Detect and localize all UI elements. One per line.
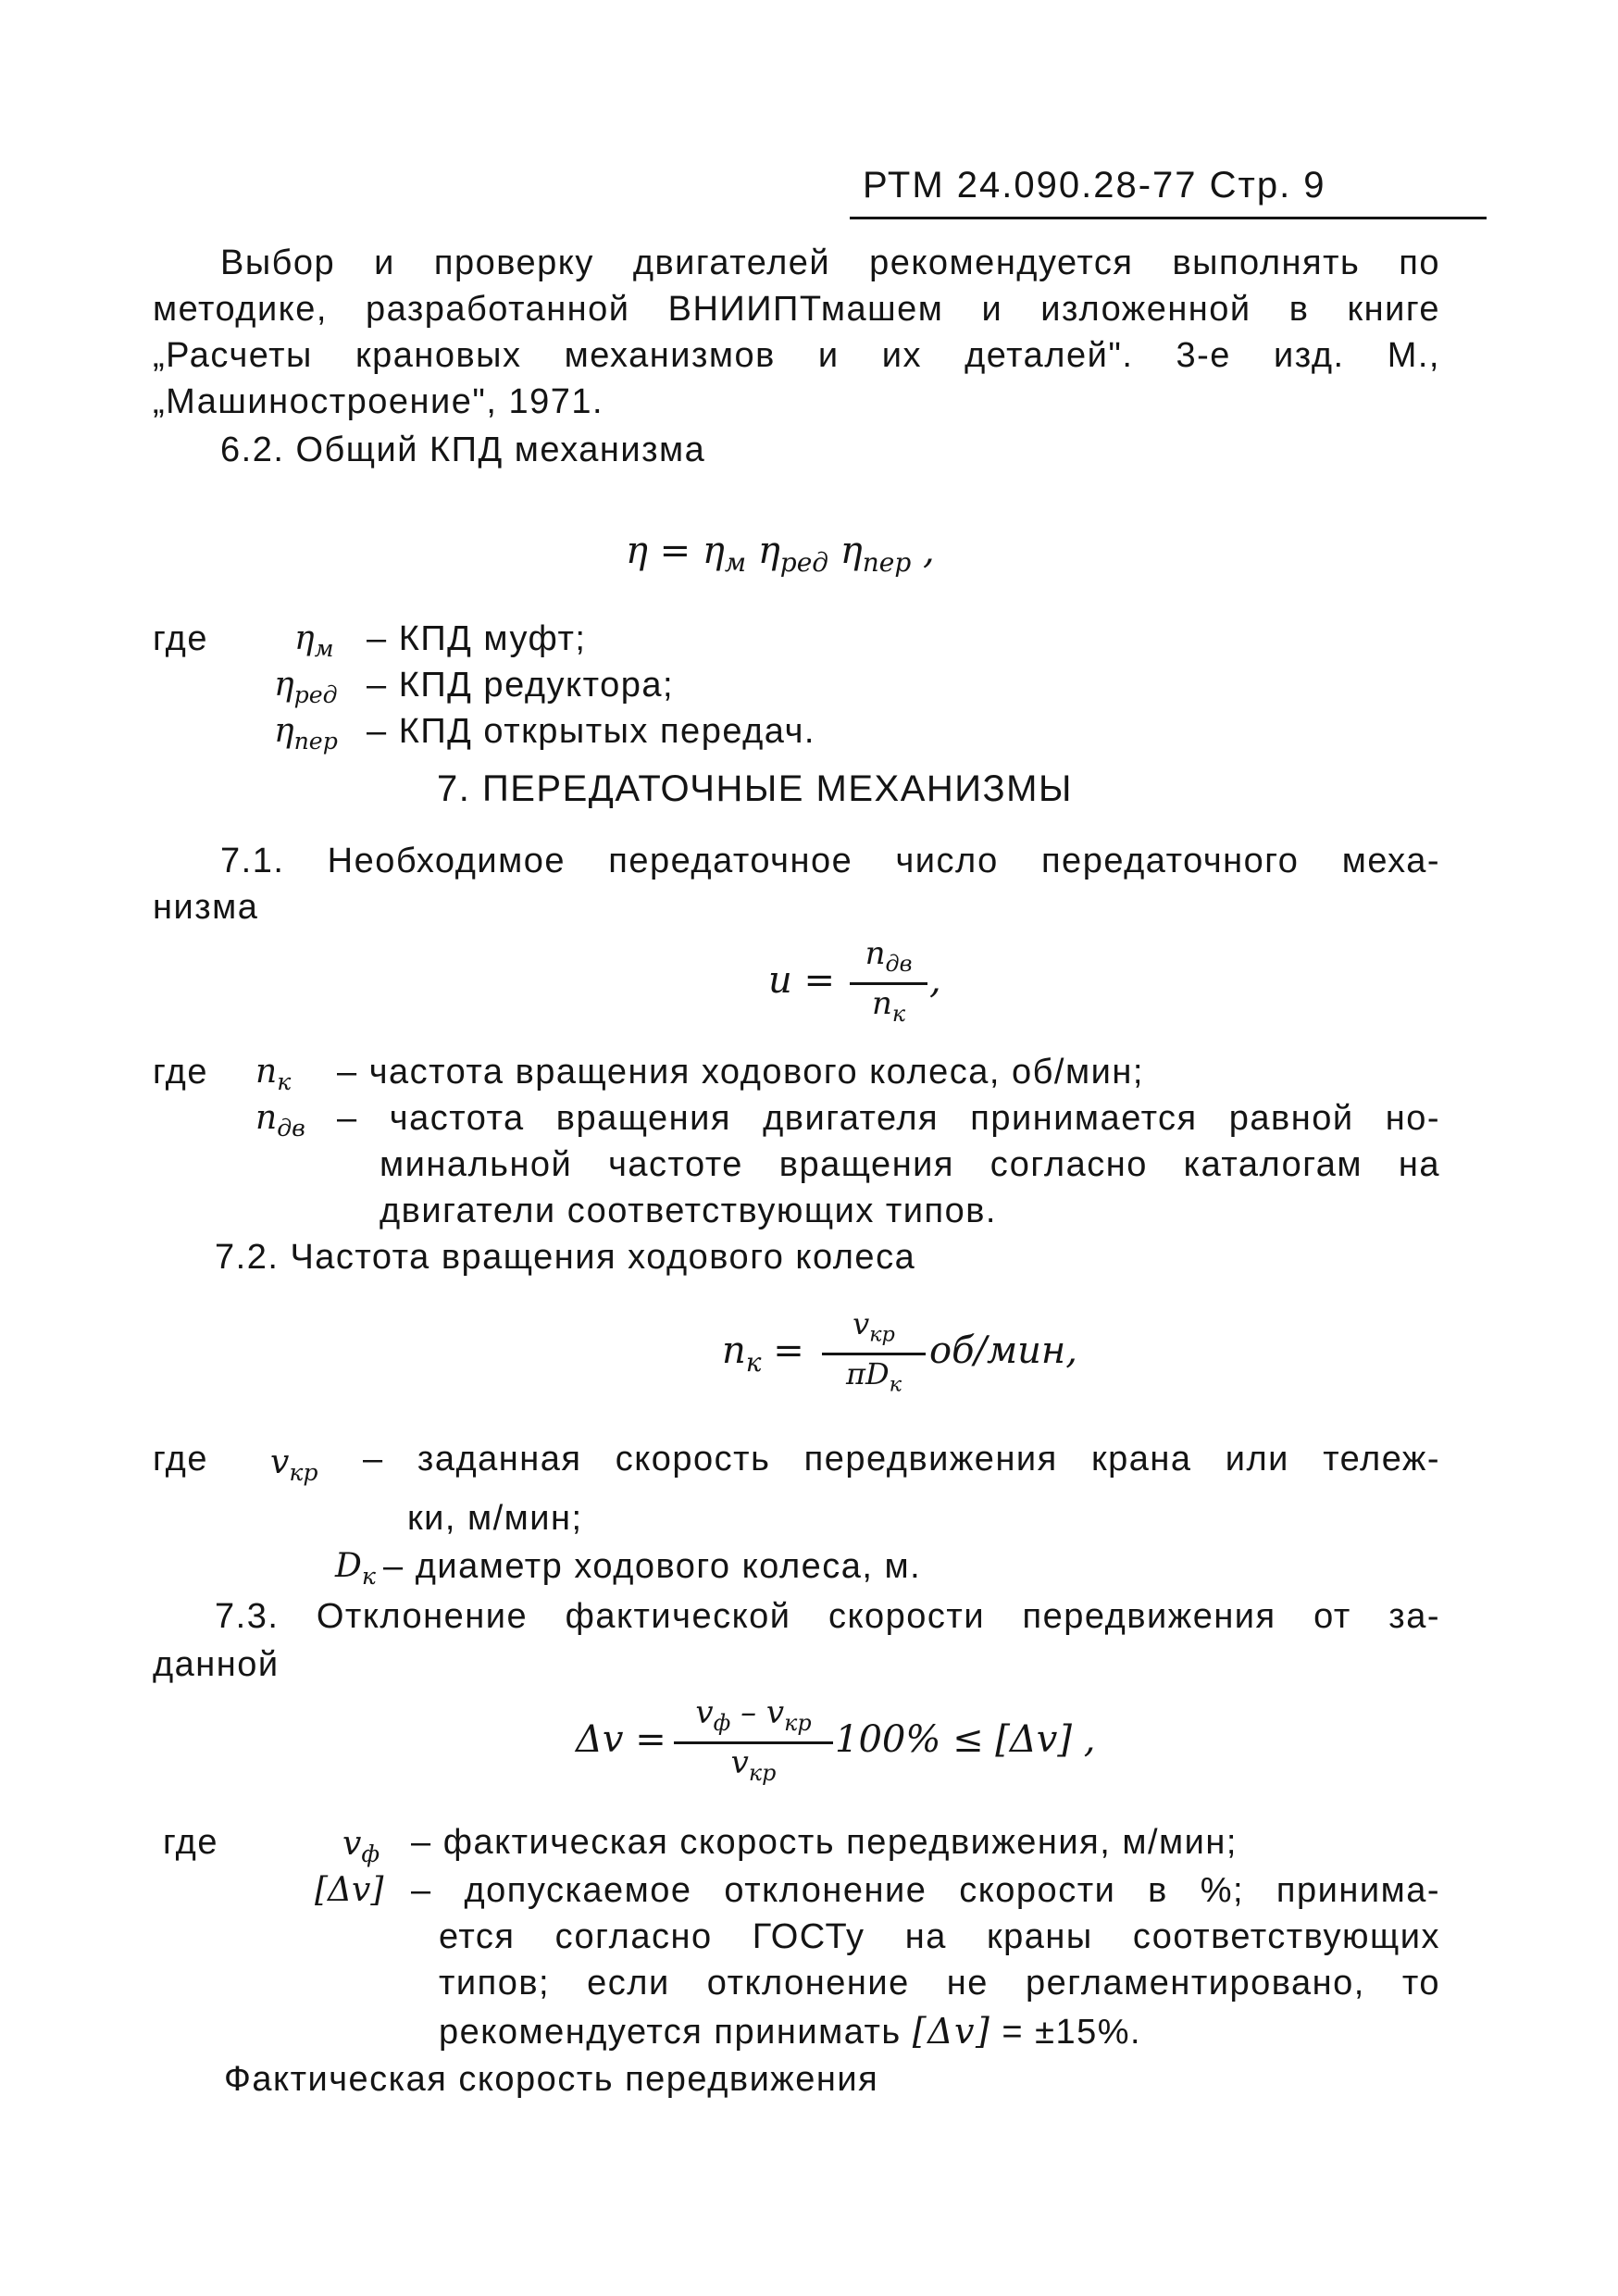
def-delta-v-line-3: типов; если отклонение не регламентировано, то bbox=[439, 1964, 1440, 2003]
s7-1-line-2: низма bbox=[153, 888, 259, 927]
def-eta-red: – КПД редуктора; bbox=[367, 666, 675, 705]
def-eta-m: – КПД муфт; bbox=[367, 619, 587, 658]
speed-formula-lhs: $n_к$ = bbox=[722, 1329, 804, 1378]
symbol-eta-red: $\eta_{ред}$ bbox=[274, 666, 338, 709]
efficiency-formula: $\eta = \eta_м$ $\eta_{ред}$ $\eta_{пер}$ , bbox=[626, 530, 935, 578]
symbol-v-kr: $v_{кр}$ bbox=[270, 1443, 318, 1487]
symbol-eta-m: $\eta_м$ bbox=[294, 619, 334, 663]
deviation-formula-rest: 100% ≤ [Δv] , bbox=[835, 1718, 1096, 1761]
symbol-n-k: $n_к$ bbox=[255, 1053, 292, 1096]
formula-lhs: η = bbox=[626, 530, 703, 572]
s7-3-line-2: данной bbox=[153, 1645, 280, 1684]
ratio-fraction: $n_{дв}$ $n_к$ bbox=[850, 935, 927, 1032]
speed-formula-unit: об/мин, bbox=[929, 1329, 1077, 1372]
symbol-n-dv: $n_{дв}$ bbox=[255, 1099, 305, 1142]
def-v-f: – фактическая скорость передвижения, м/мин; bbox=[411, 1823, 1238, 1862]
intro-line-2: методике, разработанной ВНИИПТмашем и изложенной в книге bbox=[153, 290, 1440, 329]
symbol-eta-per: $\eta_{пер}$ bbox=[274, 712, 338, 755]
where-label: где bbox=[153, 1440, 208, 1479]
def-delta-v-line-2: ется согласно ГОСТу на краны соответствующих bbox=[439, 1917, 1440, 1956]
header-rule bbox=[850, 217, 1487, 219]
where-label: где bbox=[153, 1053, 208, 1092]
closing-line: Фактическая скорость передвижения bbox=[224, 2060, 879, 2099]
where-label: где bbox=[163, 1823, 218, 1862]
deviation-fraction: $v_ф - v_{кр}$ $v_{кр}$ bbox=[674, 1694, 833, 1791]
deviation-formula-lhs: Δv = bbox=[576, 1718, 666, 1761]
def-d-k: – диаметр ходового колеса, м. bbox=[383, 1547, 922, 1586]
def-n-k: – частота вращения ходового колеса, об/мин; bbox=[337, 1053, 1144, 1092]
symbol-v-f: $v_ф$ bbox=[342, 1825, 380, 1868]
symbol-delta-v: [Δv] bbox=[315, 1871, 384, 1909]
page-header: РТМ 24.090.28-77 Стр. 9 bbox=[863, 165, 1326, 206]
ratio-formula-lhs: u = bbox=[768, 959, 835, 1002]
s7-1-line-1: 7.1. Необходимое передаточное число передаточного меха- bbox=[220, 842, 1440, 880]
def-v-kr-line-2: ки, м/мин; bbox=[407, 1499, 583, 1538]
intro-line-4: „Машиностроение", 1971. bbox=[153, 382, 604, 421]
def-delta-v-line-1: – допускаемое отклонение скорости в %; принима- bbox=[411, 1871, 1440, 1910]
def-n-dv-line-1: – частота вращения двигателя принимается равной но- bbox=[337, 1099, 1440, 1138]
section-7-heading: 7. ПЕРЕДАТОЧНЫЕ МЕХАНИЗМЫ bbox=[437, 768, 1073, 809]
speed-fraction: $v_{кр}$ $\pi D_к$ bbox=[822, 1305, 926, 1404]
intro-line-3: „Расчеты крановых механизмов и их деталей". 3-е изд. М., bbox=[153, 336, 1440, 375]
s7-2-heading: 7.2. Частота вращения ходового колеса bbox=[215, 1238, 916, 1277]
def-n-dv-line-2: минальной частоте вращения согласно каталогам на bbox=[380, 1145, 1440, 1184]
def-n-dv-line-3: двигатели соответствующих типов. bbox=[380, 1192, 997, 1230]
ratio-formula-end: , bbox=[929, 959, 941, 1002]
def-delta-v-line-4: рекомендуется принимать [Δv] = ±15%. bbox=[439, 2011, 1142, 2052]
intro-line-1: Выбор и проверку двигателей рекомендуется выполнять по bbox=[220, 243, 1440, 282]
section-6-2-heading: 6.2. Общий КПД механизма bbox=[220, 430, 706, 469]
def-v-kr-line-1: – заданная скорость передвижения крана или тележ- bbox=[363, 1440, 1440, 1479]
s7-3-line-1: 7.3. Отклонение фактической скорости передвижения от за- bbox=[215, 1597, 1440, 1636]
def-eta-per: – КПД открытых передач. bbox=[367, 712, 815, 751]
symbol-d-k: $D_к$ bbox=[335, 1547, 376, 1591]
where-label: где bbox=[153, 619, 208, 658]
